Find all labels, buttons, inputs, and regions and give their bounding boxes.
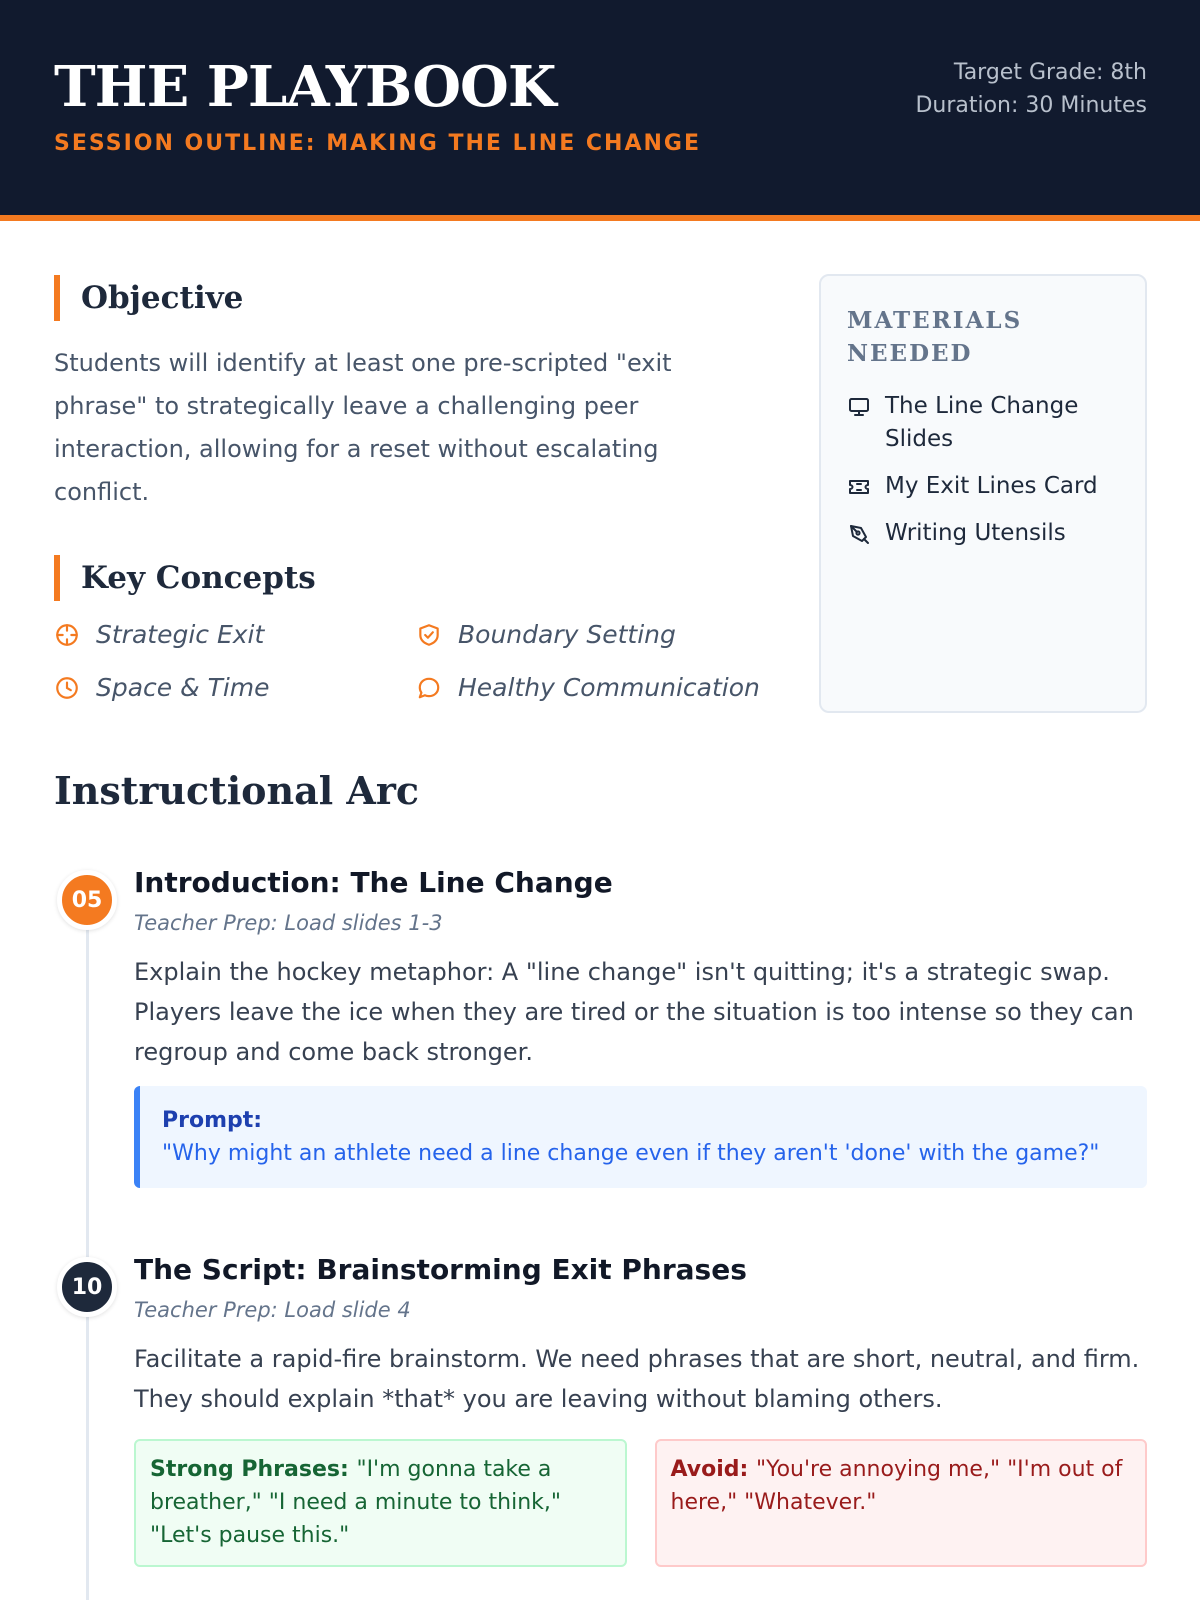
- material-label: My Exit Lines Card: [885, 473, 1098, 499]
- concept-label: Healthy Communication: [458, 673, 760, 702]
- clock-icon: [54, 675, 80, 701]
- material-item: [847, 390, 1119, 456]
- material-item: [847, 470, 1119, 503]
- objective-heading: Objective: [54, 275, 243, 321]
- step-minute-badge: 05: [57, 870, 117, 930]
- step-title: The Script: Brainstorming Exit Phrases: [134, 1253, 747, 1286]
- objective-text: Students will identify at least one pre-scripted "exit phrase" to strategically leave a challenging peer interaction, allowing for a reset without escalating conflict.: [54, 349, 672, 506]
- shield-icon: [416, 622, 442, 648]
- concept-item: [416, 620, 676, 649]
- timeline-line: [86, 900, 89, 1600]
- monitor-icon: [847, 395, 871, 419]
- strong-phrases-text: "I'm gonna take a breather," "I need a minute to think," "Let's pause this.": [150, 1457, 561, 1548]
- strong-phrases-box: [134, 1439, 627, 1567]
- session-meta: [915, 56, 1147, 122]
- target-grade: Target Grade: 8th: [953, 60, 1147, 85]
- avoid-phrases-text: "You're annoying me," "I'm out of here," "Whatever.": [670, 1457, 1123, 1515]
- step-teacher-prep: Teacher Prep: Load slide 4: [134, 1298, 411, 1322]
- prompt-text: "Why might an athlete need a line change even if they aren't 'done' with the game?": [162, 1141, 1100, 1166]
- page-subtitle: SESSION OUTLINE: MAKING THE LINE CHANGE: [54, 131, 701, 156]
- concept-item: [416, 673, 760, 702]
- concept-label: Space & Time: [96, 673, 270, 702]
- instructional-arc-heading: Instructional Arc: [54, 768, 420, 813]
- avoid-phrases-label: Avoid:: [670, 1457, 756, 1482]
- concept-item: [54, 673, 270, 702]
- materials-title: MATERIALS NEEDED: [847, 307, 1023, 367]
- pen-icon: [847, 522, 871, 546]
- page-header: [0, 0, 1200, 221]
- timeline-step: [134, 864, 1147, 1188]
- strong-phrases-label: Strong Phrases:: [150, 1457, 357, 1482]
- step-minute-badge: 10: [57, 1257, 117, 1317]
- duration: Duration: 30 Minutes: [915, 93, 1147, 118]
- ticket-icon: [847, 475, 871, 499]
- concept-item: [54, 620, 264, 649]
- step-teacher-prep: Teacher Prep: Load slides 1-3: [134, 911, 443, 935]
- prompt-label: Prompt:: [162, 1108, 263, 1133]
- material-label: Writing Utensils: [885, 520, 1066, 546]
- page-title: THE PLAYBOOK: [54, 54, 556, 120]
- concept-label: Boundary Setting: [458, 620, 676, 649]
- key-concepts-heading: Key Concepts: [54, 555, 316, 601]
- timeline-step: [134, 1251, 1147, 1567]
- crosshair-icon: [54, 622, 80, 648]
- material-item: [847, 517, 1119, 550]
- prompt-callout: [134, 1086, 1147, 1188]
- step-description: Facilitate a rapid-fire brainstorm. We need phrases that are short, neutral, and firm. They should explain *that* you are leaving without blaming others.: [134, 1345, 1140, 1413]
- phrase-comparison: [134, 1439, 1147, 1567]
- materials-card: [819, 274, 1147, 713]
- material-label: The Line Change Slides: [885, 393, 1079, 452]
- step-description: Explain the hockey metaphor: A "line change" isn't quitting; it's a strategic swap. Players leave the ice when they are tired or the situation is too intense so they can regroup and come back stronger.: [134, 958, 1134, 1066]
- chat-bubble-icon: [416, 675, 442, 701]
- concept-label: Strategic Exit: [96, 620, 265, 649]
- step-title: Introduction: The Line Change: [134, 866, 613, 899]
- avoid-phrases-box: [655, 1439, 1148, 1567]
